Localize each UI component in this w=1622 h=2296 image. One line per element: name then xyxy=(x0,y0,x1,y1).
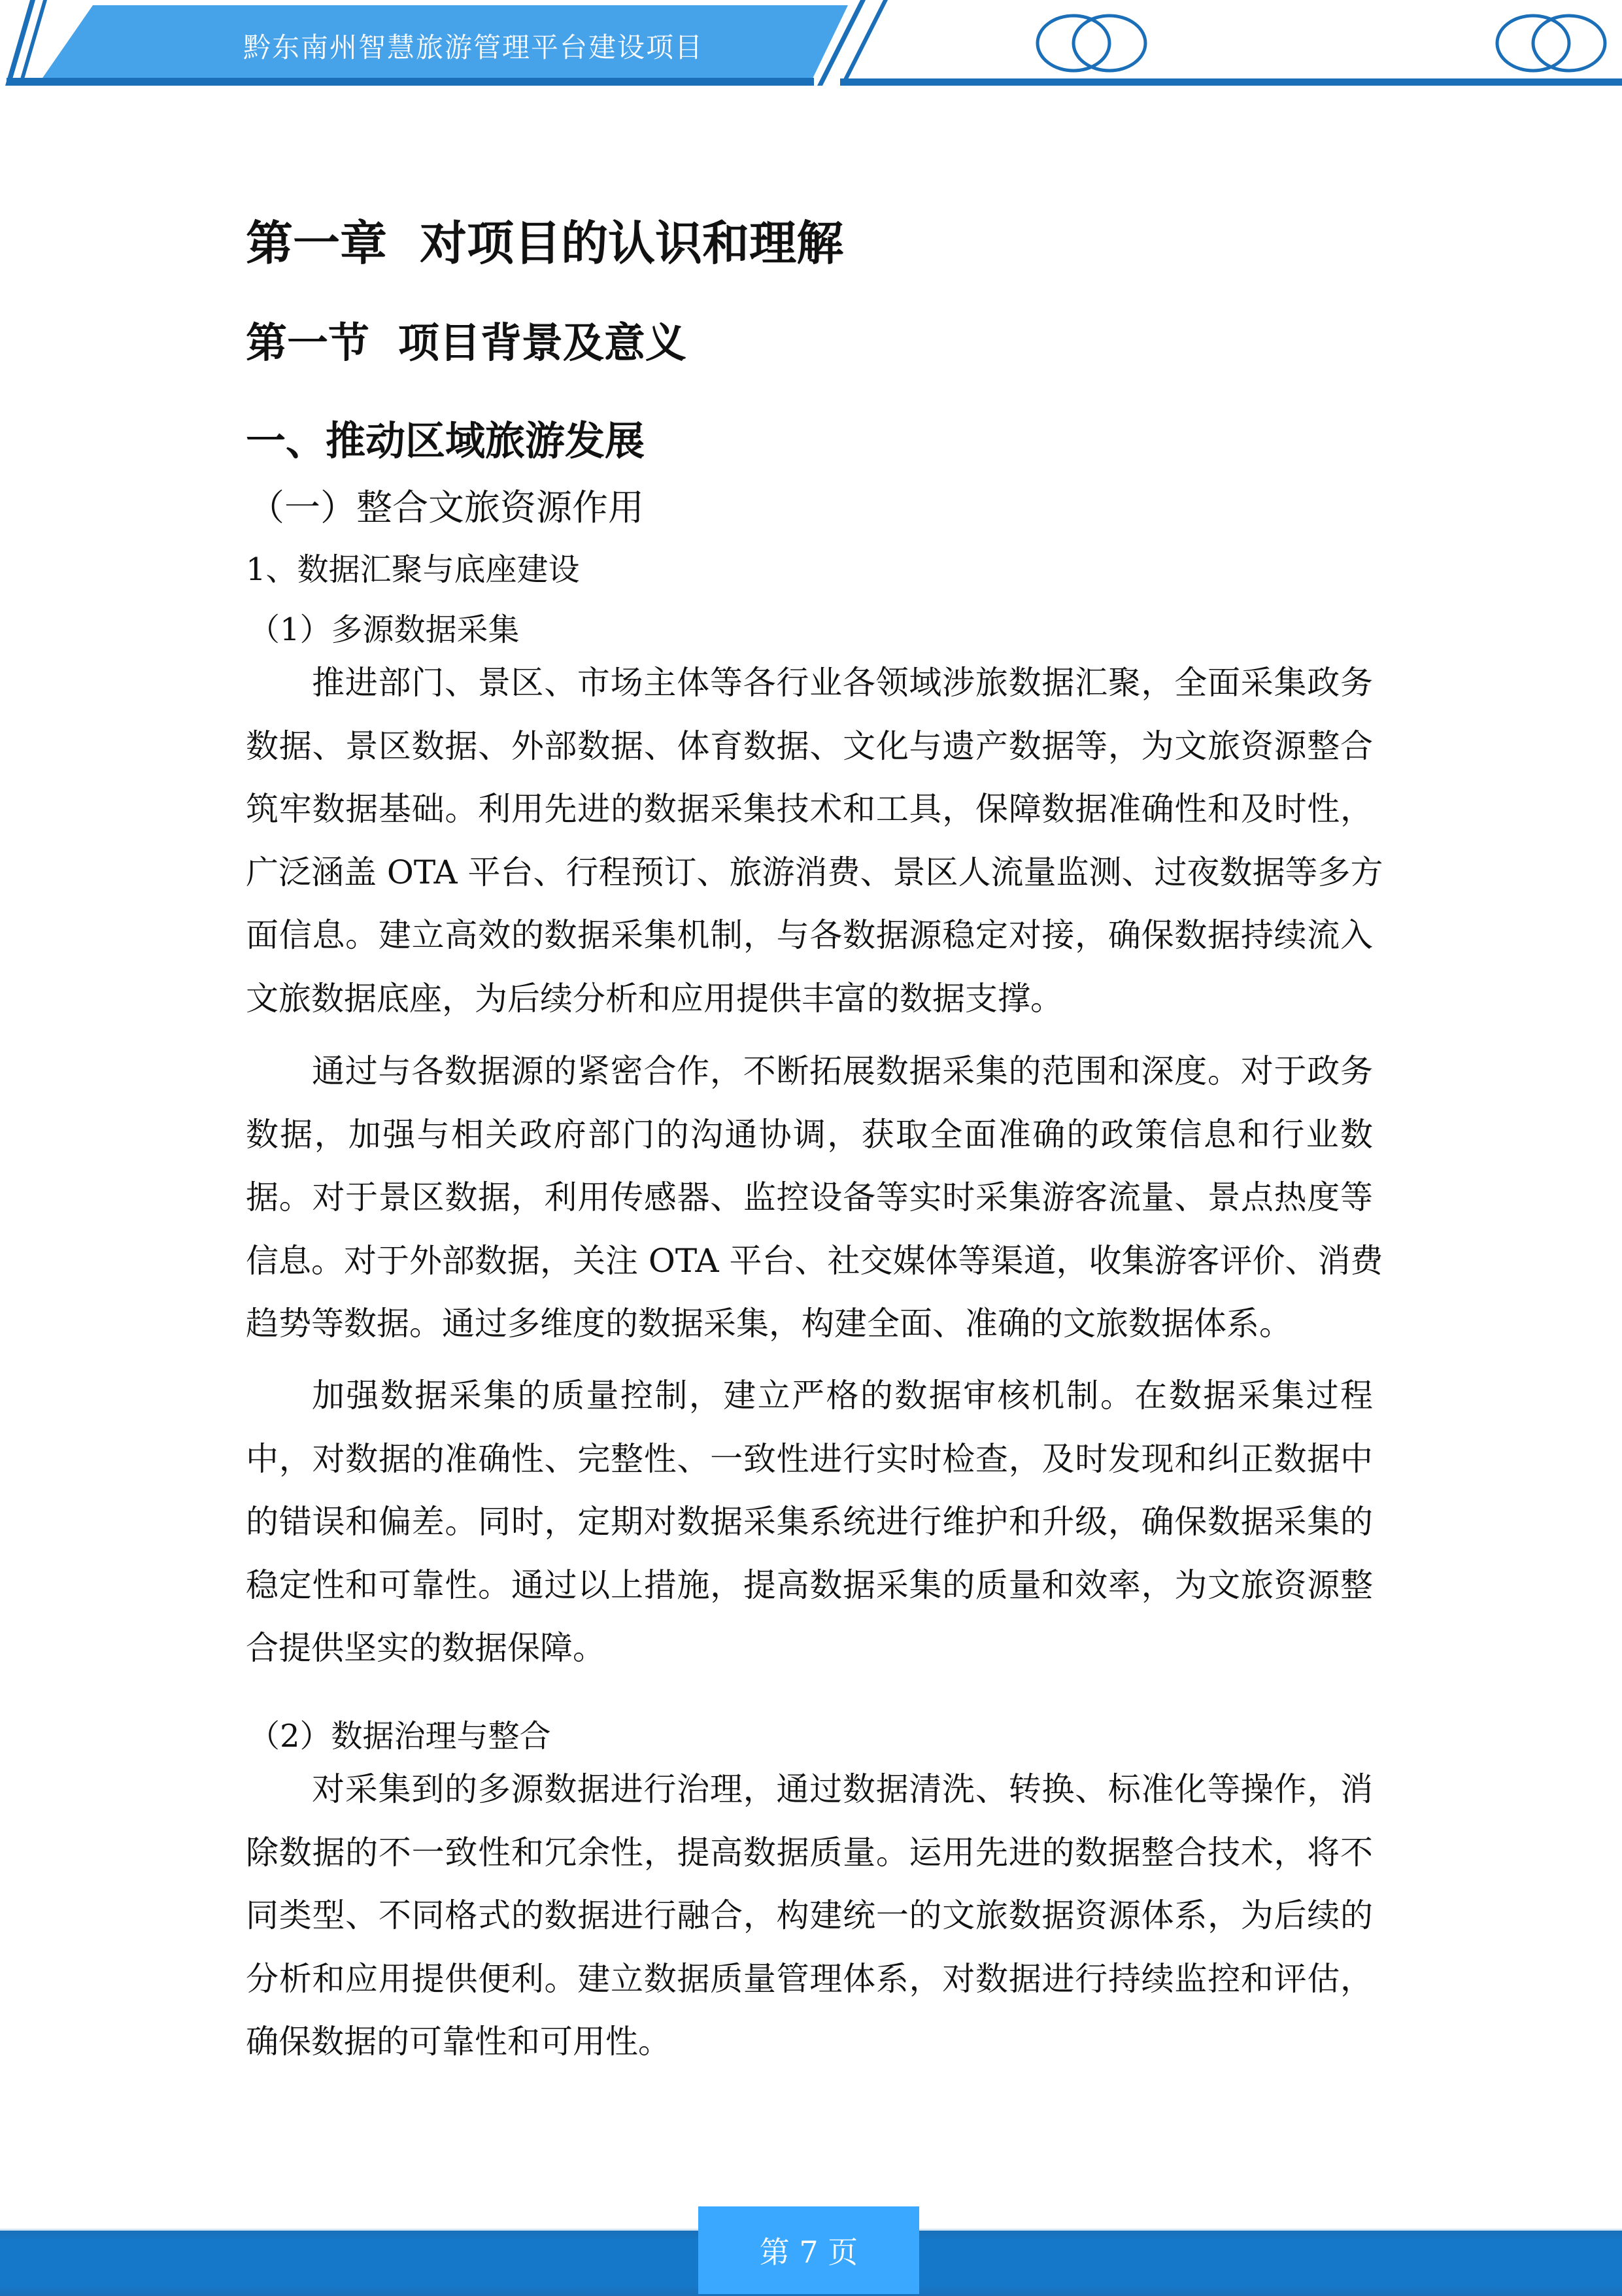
paragraph-line: 的错误和偏差。同时，定期对数据采集系统进行维护和升级，确保数据采集的 xyxy=(246,1503,1373,1541)
paragraph-line: 合提供坚实的数据保障。 xyxy=(246,1629,605,1668)
paragraph-line: 除数据的不一致性和冗余性，提高数据质量。运用先进的数据整合技术，将不 xyxy=(246,1833,1373,1872)
header-title: 黔东南州智慧旅游管理平台建设项目 xyxy=(243,31,704,63)
paragraph-line: 中，对数据的准确性、完整性、一致性进行实时检查，及时发现和纠正数据中 xyxy=(246,1439,1373,1478)
section-title: 第一节 项目背景及意义 xyxy=(246,318,686,367)
body-paragraph xyxy=(246,651,1383,1031)
paragraph-line: 面信息。建立高效的数据采集机制，与各数据源稳定对接，确保数据持续流入 xyxy=(246,916,1373,955)
subsection-title: 一、推动区域旅游发展 xyxy=(246,418,645,464)
paragraph-line: 趋势等数据。通过多维度的数据采集，构建全面、准确的文旅数据体系。 xyxy=(246,1305,1292,1343)
rings-icon xyxy=(1038,16,1145,71)
paragraph-line: 分析和应用提供便利。建立数据质量管理体系，对数据进行持续监控和评估， xyxy=(246,1959,1373,1998)
chapter-title: 第一章 对项目的认识和理解 xyxy=(246,215,844,271)
body-paragraph xyxy=(246,1040,1383,1356)
body-paragraph xyxy=(246,1758,1373,2074)
paragraph-line: 广泛涵盖 OTA 平台、行程预订、旅游消费、景区人流量监测、过夜数据等多方 xyxy=(246,853,1383,891)
paragraph-line: 加强数据采集的质量控制，建立严格的数据审核机制。在数据采集过程 xyxy=(312,1377,1373,1414)
paragraph-line: 通过与各数据源的紧密合作，不断拓展数据采集的范围和深度。对于政务 xyxy=(312,1052,1373,1090)
paragraph-line: 推进部门、景区、市场主体等各行业各领域涉旅数据汇聚，全面采集政务 xyxy=(312,664,1373,702)
subsubsection-title: （一）整合文旅资源作用 xyxy=(248,487,645,528)
sub-item-title: （1）多源数据采集 xyxy=(248,611,520,648)
header-right-stripe xyxy=(840,0,888,86)
paragraph-line: 数据、景区数据、外部数据、体育数据、文化与遗产数据等，为文旅资源整合 xyxy=(246,727,1373,765)
paragraph-line: 同类型、不同格式的数据进行融合，构建统一的文旅数据资源体系，为后续的 xyxy=(246,1896,1373,1935)
page-number-box xyxy=(698,2206,919,2294)
item-title: 1、数据汇聚与底座建设 xyxy=(246,551,580,588)
paragraph-line: 信息。对于外部数据，关注 OTA 平台、社交媒体等渠道，收集游客评价、消费 xyxy=(246,1241,1383,1280)
header-right-bar xyxy=(840,78,1622,86)
paragraph-line: 筑牢数据基础。利用先进的数据采集技术和工具，保障数据准确性和及时性， xyxy=(246,790,1373,829)
paragraph-line: 据。对于景区数据，利用传感器、监控设备等实时采集游客流量、景点热度等 xyxy=(246,1178,1373,1217)
paragraph-line: 数据，加强与相关政府部门的沟通协调，获取全面准确的政策信息和行业数 xyxy=(246,1115,1373,1154)
paragraph-line: 确保数据的可靠性和可用性。 xyxy=(246,2023,671,2061)
page-number: 第 7 页 xyxy=(759,2235,858,2270)
rings-icon xyxy=(1497,16,1605,71)
body-paragraph xyxy=(246,1364,1373,1680)
paragraph-line: 对采集到的多源数据进行治理，通过数据清洗、转换、标准化等操作，消 xyxy=(312,1770,1373,1808)
paragraph-line: 稳定性和可靠性。通过以上措施，提高数据采集的质量和效率，为文旅资源整 xyxy=(246,1566,1373,1604)
paragraph-line: 文旅数据底座，为后续分析和应用提供丰富的数据支撑。 xyxy=(246,979,1063,1018)
header-title-band-shadow xyxy=(7,78,814,86)
sub-item-title: （2）数据治理与整合 xyxy=(248,1718,551,1755)
